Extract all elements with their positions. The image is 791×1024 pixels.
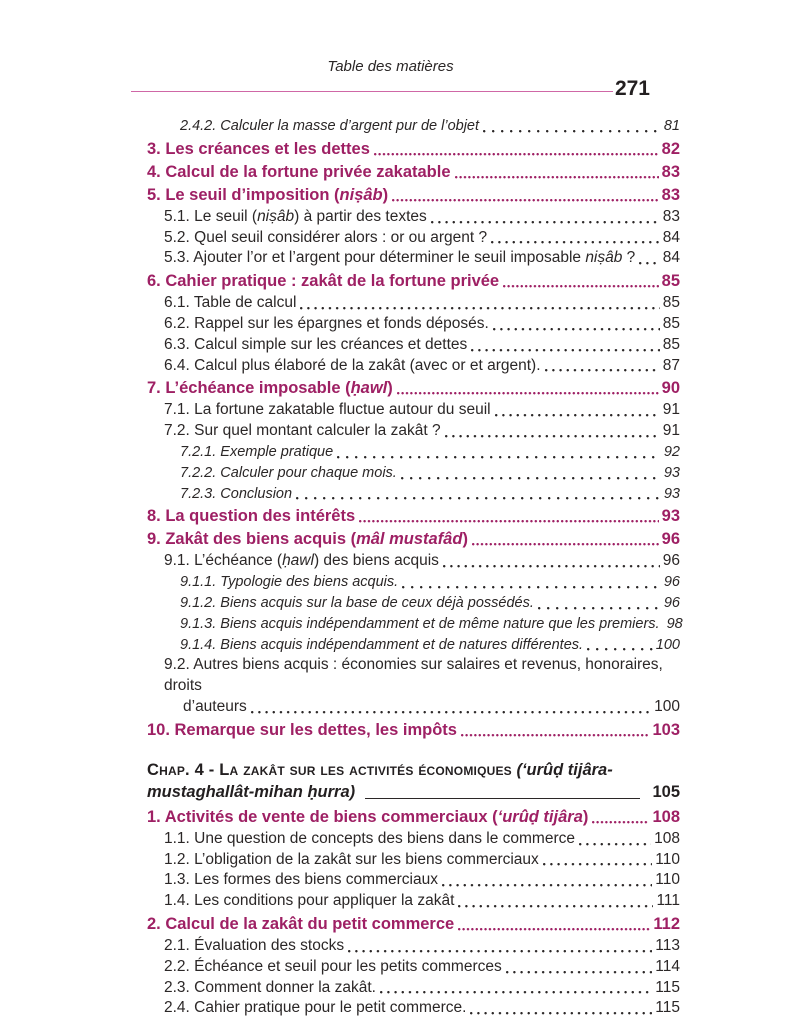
dot-leader [296, 495, 661, 500]
dot-leader [431, 219, 660, 224]
toc-entry-text: d’auteurs [183, 697, 247, 715]
toc-entry-label [164, 998, 466, 1019]
dot-leader [442, 882, 652, 887]
toc-entry-label [147, 914, 454, 935]
toc-entry-text: ) [387, 379, 393, 398]
toc-entry-label [164, 891, 454, 912]
dot-leader [455, 174, 659, 179]
dot-leader [587, 646, 653, 651]
dot-leader [445, 433, 660, 438]
toc-entry-text: 4. Calcul de la fortune privée zakatable [147, 162, 451, 181]
dot-leader [639, 260, 659, 265]
toc-entry [147, 697, 680, 718]
toc-entry-page-number: 93 [663, 464, 680, 481]
dot-leader [443, 563, 660, 568]
toc-entry-page-number: 111 [656, 892, 680, 910]
dot-leader [300, 305, 659, 310]
toc-entry-term-italic: 7.2.2. Calculer pour chaque mois. [180, 464, 397, 481]
chapter-page-number: 105 [652, 782, 680, 801]
toc-entry-page-number: 83 [661, 162, 680, 181]
toc-entry-label [164, 248, 635, 269]
toc-entry-label [180, 614, 660, 635]
table-of-contents [147, 116, 683, 1019]
toc-entry [147, 378, 680, 399]
dot-leader [392, 197, 659, 202]
toc-entry-label [147, 139, 370, 160]
dot-leader [470, 1010, 652, 1015]
toc-entry-label [180, 572, 398, 593]
toc-entry [147, 335, 680, 356]
toc-entry-term-italic: 7.2.1. Exemple pratique [180, 443, 334, 460]
toc-entry-page-number: 96 [661, 530, 680, 549]
dot-leader [348, 948, 652, 953]
toc-entry-text: 9. Zakât des biens acquis ( [147, 530, 357, 549]
toc-entry [147, 116, 680, 137]
toc-entry-text: 7.1. La fortune zakatable fluctue autour du seuil [164, 401, 491, 419]
chapter-heading-smallcaps: Chap. 4 - La zakât sur les activités économiques [147, 760, 512, 779]
toc-entry-text: 2.4. Cahier pratique pour le petit commerce. [164, 999, 467, 1017]
toc-entry-term-italic: ḥawl [350, 379, 388, 398]
toc-entry [147, 400, 680, 421]
toc-entry [147, 421, 680, 442]
toc-entry-label [164, 655, 680, 697]
toc-entry-label [164, 293, 296, 314]
toc-entry-text: ) [382, 185, 389, 204]
toc-entry-text: 7. L’échéance imposable ( [147, 379, 351, 398]
toc-entry [147, 572, 680, 593]
toc-entry-term-italic: niṣâb [257, 207, 295, 225]
toc-entry-page-number: 85 [661, 272, 680, 291]
dot-leader [402, 584, 661, 589]
page-header [131, 58, 650, 100]
dot-leader [458, 903, 653, 908]
toc-entry [147, 829, 680, 850]
toc-entry-label [164, 850, 539, 871]
toc-entry-page-number: 85 [662, 335, 680, 353]
toc-entry-page-number: 83 [661, 185, 680, 204]
toc-entry-text: 2.2. Échéance et seuil pour les petits commerces [164, 957, 502, 975]
toc-entry-label [180, 463, 397, 484]
toc-entry-page-number: 108 [654, 829, 680, 847]
toc-entry-page-number: 90 [661, 379, 680, 398]
toc-entry-label [164, 936, 344, 957]
dot-leader [461, 732, 650, 737]
toc-entry [147, 914, 680, 935]
toc-entry-page-number: 93 [661, 507, 680, 526]
dot-leader [359, 518, 659, 523]
toc-entry-page-number: 115 [655, 978, 680, 996]
toc-entry-page-number: 91 [662, 401, 680, 419]
toc-entry [147, 978, 680, 999]
toc-entry-term-italic: 9.1.1. Typologie des biens acquis. [180, 574, 399, 591]
toc-entry-term-italic: 7.2.3. Conclusion [180, 485, 293, 502]
toc-entry-text: 6.1. Table de calcul [164, 294, 297, 312]
toc-entry-label [164, 978, 376, 999]
dot-leader [592, 819, 649, 824]
toc-entry-label [164, 829, 575, 850]
toc-entry-text: 9.2. Autres biens acquis : économies sur salaires et revenus, honoraires, droits [164, 656, 663, 695]
toc-entry [147, 356, 680, 377]
toc-entry-text: 8. La question des intérêts [147, 507, 356, 526]
toc-entry-label [147, 378, 393, 399]
toc-entry-page-number: 110 [655, 871, 680, 889]
toc-entry [147, 655, 680, 697]
toc-entry-label [147, 506, 355, 527]
toc-entry-page-number: 112 [653, 914, 680, 933]
folio-page-number: 271 [614, 77, 650, 100]
toc-entry-term-italic: niṣâb [339, 185, 383, 204]
toc-entry-text: 3. Les créances et les dettes [147, 139, 370, 158]
dot-leader [380, 989, 652, 994]
toc-entry-page-number: 81 [663, 118, 680, 134]
toc-entry-label [180, 484, 292, 505]
dot-leader [471, 347, 660, 352]
chapter-heading-transliteration: (‘urûḍ tijâra- [511, 760, 613, 779]
chapter-heading-line2 [147, 781, 680, 803]
toc-entry-label [183, 697, 247, 718]
toc-entry-text: 1. Activités de vente de biens commerciaux ( [147, 807, 498, 826]
dot-leader [545, 367, 660, 372]
dot-leader [374, 151, 659, 156]
toc-entry-label [147, 529, 468, 550]
toc-entry [147, 248, 680, 269]
toc-entry [147, 293, 680, 314]
toc-entry [147, 891, 680, 912]
toc-entry [147, 162, 680, 183]
toc-entry [147, 529, 680, 550]
toc-entry-page-number: 96 [663, 594, 680, 611]
toc-entry-page-number: 100 [655, 636, 680, 653]
toc-entry [147, 551, 680, 572]
toc-entry [147, 936, 680, 957]
toc-entry-page-number: 84 [662, 228, 680, 246]
dot-leader [538, 605, 661, 610]
toc-entry-term-italic: mâl mustafâd [356, 530, 463, 549]
header-rule-row [131, 78, 650, 100]
toc-entry-text: 1.4. Les conditions pour appliquer la zakât [164, 892, 455, 910]
toc-entry [147, 271, 680, 292]
header-rule-line [131, 91, 613, 92]
toc-entry-label [147, 271, 499, 292]
toc-entry-page-number: 85 [662, 314, 680, 332]
toc-entry-text: 6.2. Rappel sur les épargnes et fonds déposés. [164, 314, 489, 332]
toc-entry-label [180, 635, 583, 656]
toc-entry-page-number: 84 [662, 249, 680, 267]
toc-entry-label [164, 957, 502, 978]
toc-entry [147, 614, 683, 635]
toc-entry-page-number: 83 [662, 207, 680, 225]
toc-entry-label [164, 228, 487, 249]
toc-entry-label [164, 870, 438, 891]
chapter-solid-leader [365, 798, 640, 799]
dot-leader [472, 541, 659, 546]
toc-entry-text: ) à partir des textes [294, 207, 427, 225]
chapter-heading [147, 759, 680, 803]
toc-entry-text: ) [582, 807, 589, 826]
dot-leader [458, 926, 650, 931]
toc-entry-page-number: 87 [662, 356, 680, 374]
toc-entry-label [147, 185, 388, 206]
toc-entry-term-italic: 2.4.2. Calculer la masse d’argent pur de l’objet [180, 118, 480, 134]
toc-entry [147, 850, 680, 871]
toc-entry-page-number: 82 [661, 139, 680, 158]
toc-entry [147, 506, 680, 527]
toc-entry-text: 2.1. Évaluation des stocks [164, 936, 345, 954]
chapter-heading-line1 [147, 759, 680, 781]
toc-entry-text: 1.2. L’obligation de la zakât sur les biens commerciaux [164, 850, 539, 868]
toc-entry-label [147, 162, 451, 183]
toc-entry-page-number: 91 [662, 422, 680, 440]
toc-entry-label [164, 421, 441, 442]
toc-entry-text: 5. Le seuil d’imposition ( [147, 185, 340, 204]
toc-entry-page-number: 113 [655, 936, 680, 954]
toc-entry-page-number: 98 [666, 615, 683, 632]
toc-entry-page-number: 100 [654, 697, 680, 715]
dot-leader [401, 475, 661, 480]
toc-entry [147, 207, 680, 228]
toc-entry [147, 139, 680, 160]
toc-entry-label [180, 442, 333, 463]
toc-entry [147, 185, 680, 206]
toc-entry [147, 635, 680, 656]
toc-entry-term-italic: ḥawl [282, 552, 314, 570]
toc-entry-text: 5.3. Ajouter l’or et l’argent pour déterminer le seuil imposable [164, 249, 586, 267]
toc-entry-term-italic: 9.1.4. Biens acquis indépendamment et de natures différentes. [180, 636, 584, 653]
toc-entry-term-italic: 9.1.2. Biens acquis sur la base de ceux déjà possédés. [180, 594, 534, 611]
dot-leader [503, 283, 659, 288]
toc-entry-text: 7.2. Sur quel montant calculer la zakât ? [164, 422, 441, 440]
toc-entry-text: ? [622, 249, 636, 267]
toc-entry [147, 228, 680, 249]
toc-entry-text: 10. Remarque sur les dettes, les impôts [147, 720, 457, 739]
toc-entry-page-number: 103 [652, 720, 680, 739]
toc-entry-page-number: 108 [652, 807, 680, 826]
toc-entry-term-italic: 9.1.3. Biens acquis indépendamment et de même nature que les premiers. [180, 615, 660, 632]
dot-leader [543, 861, 652, 866]
dot-leader [337, 454, 661, 459]
toc-entry-text: 2. Calcul de la zakât du petit commerce [147, 914, 455, 933]
dot-leader [483, 128, 661, 133]
toc-entry-page-number: 110 [655, 850, 680, 868]
toc-entry-label [164, 335, 467, 356]
toc-entry-text: 1.1. Une question de concepts des biens dans le commerce [164, 829, 575, 847]
toc-entry-text: 2.3. Comment donner la zakât. [164, 978, 376, 996]
toc-entry-text: 5.2. Quel seuil considérer alors : or ou argent ? [164, 228, 488, 246]
dot-leader [251, 709, 651, 714]
dot-leader [495, 412, 660, 417]
toc-entry-page-number: 93 [663, 485, 680, 502]
toc-entry [147, 314, 680, 335]
toc-entry [147, 720, 680, 741]
toc-entry-label [180, 116, 479, 137]
dot-leader [493, 326, 660, 331]
toc-entry-label [147, 720, 457, 741]
toc-entry-label [164, 207, 427, 228]
toc-entry-label [164, 314, 489, 335]
toc-entry-page-number: 92 [663, 443, 680, 460]
toc-entry [147, 593, 680, 614]
running-header-title: Table des matières [327, 58, 454, 75]
toc-entry-term-italic: niṣâb [585, 249, 623, 267]
toc-entry [147, 807, 680, 828]
toc-entry-label [164, 356, 541, 377]
toc-entry [147, 463, 680, 484]
toc-entry-label [164, 400, 491, 421]
dot-leader [579, 841, 651, 846]
toc-entry [147, 957, 680, 978]
toc-entry-text: 5.1. Le seuil ( [164, 207, 258, 225]
toc-entry [147, 484, 680, 505]
toc-entry-page-number: 96 [663, 574, 680, 591]
toc-entry [147, 442, 680, 463]
dot-leader [397, 390, 659, 395]
toc-entry-page-number: 96 [662, 552, 680, 570]
toc-entry-text: 6. Cahier pratique : zakât de la fortune privée [147, 272, 500, 291]
toc-entry-label [164, 551, 439, 572]
toc-entry-page-number: 85 [662, 294, 680, 312]
toc-entry-text: 6.3. Calcul simple sur les créances et dettes [164, 335, 468, 353]
dot-leader [506, 969, 653, 974]
toc-entry-text: ) des biens acquis [313, 552, 439, 570]
chapter-heading-transliteration-cont: mustaghallât-mihan ḥurra) [147, 782, 356, 801]
dot-leader [491, 239, 660, 244]
toc-entry-text: 1.3. Les formes des biens commerciaux [164, 871, 438, 889]
toc-entry-page-number: 115 [655, 999, 680, 1017]
toc-entry [147, 870, 680, 891]
toc-entry-term-italic: ‘urûḍ tijâra [497, 807, 583, 826]
toc-entry-text: 9.1. L’échéance ( [164, 552, 283, 570]
toc-entry-text: ) [462, 530, 468, 549]
toc-entry-text: 6.4. Calcul plus élaboré de la zakât (avec or et argent). [164, 356, 541, 374]
toc-entry-label [147, 807, 588, 828]
toc-entry [147, 998, 680, 1019]
toc-entry-page-number: 114 [655, 957, 680, 975]
toc-entry-label [180, 593, 534, 614]
